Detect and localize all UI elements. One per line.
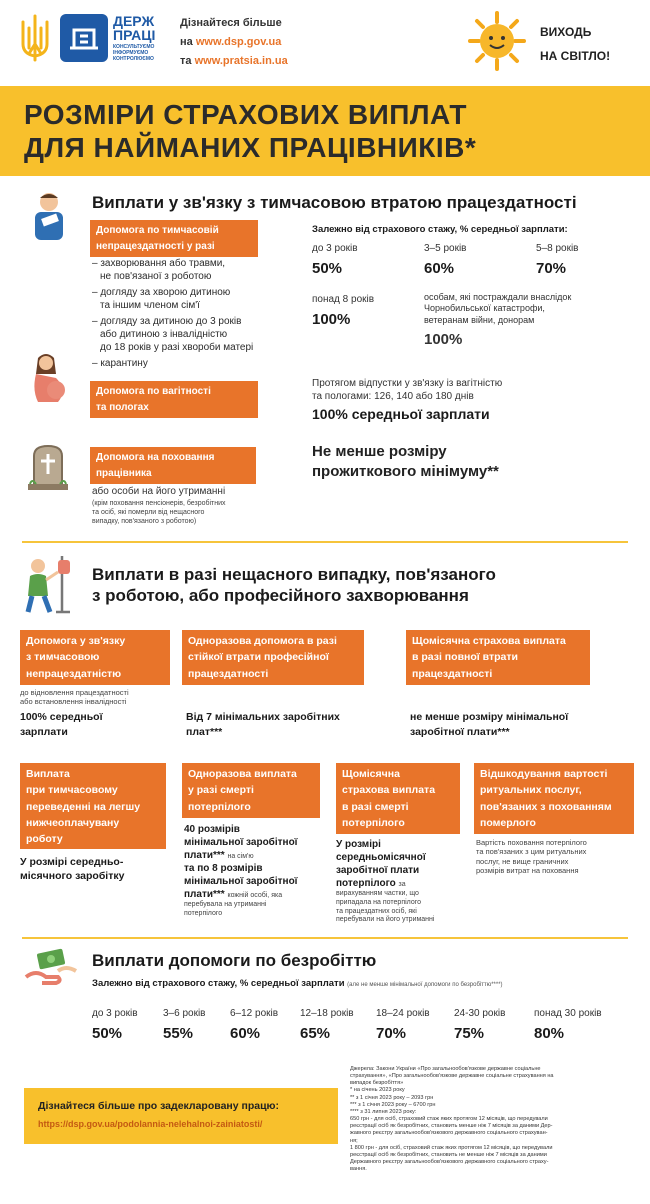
death-lump-value: 40 розмірів мінімальної заробітної плати*** на сім'ю та по 8 розмірів мінімальної заробітної плати*** кожній особі, яка перебувала на утриманні потерпілого <box>184 824 298 917</box>
sick-leave-box: Допомога по тимчасовій непрацездатності у разі <box>90 220 258 257</box>
page-title: РОЗМІРИ СТРАХОВИХ ВИПЛАТ ДЛЯ НАЙМАНИХ ПРАЦІВНИКІВ* <box>24 99 477 163</box>
section2-title: Виплати в разі нещасного випадку, пов'язаного з роботою, або професійного захворювання <box>92 565 496 606</box>
tier-3: 5–8 років 70% <box>536 243 579 277</box>
section1-title: Виплати у зв'язку з тимчасовою втратою працездатності <box>92 193 577 212</box>
u-tier-5: 18–24 років 70% <box>376 1008 430 1042</box>
tier-1: до 3 років 50% <box>312 243 358 277</box>
funeral-services-note: Вартість поховання потерпілого та пов'язаних з цим ритуальних послуг, не вище граничних розмірів витрат на поховання <box>476 838 587 876</box>
maternity-value: 100% середньої зарплати <box>312 406 490 422</box>
footer-cta: Дізнайтеся більше про задекларовану працю: <box>38 1100 280 1112</box>
funeral-who: або особи на його утриманні <box>92 486 226 497</box>
full-disability-value: не менше розміру мінімальної заробітної плати*** <box>410 711 569 738</box>
u-tier-2: 3–6 років 55% <box>163 1008 206 1042</box>
pregnant-woman-icon <box>28 352 68 404</box>
light-work-box: Виплата при тимчасовому переведенні на легшу нижчеоплачувану роботу <box>20 763 166 849</box>
ukraine-trident-icon <box>18 14 52 64</box>
sun-mascot-icon <box>462 10 532 72</box>
death-monthly-value: У розмірі середньомісячної заробітної плати потерпілого за вирахуванням частки, що припадала на потерпілого та працездатних осіб, які перебували на його утриманні <box>336 839 435 924</box>
footer-link[interactable]: https://dsp.gov.ua/podolannia-nelehalnoi-zainiatosti/ <box>38 1119 263 1129</box>
tombstone-icon <box>24 442 72 492</box>
funeral-value: Не менше розміру прожиткового мінімуму** <box>312 443 499 480</box>
chornobyl-tier: особам, які постраждали внаслідок Чорнобильської катастрофи, ветеранам війни, донорам 100% <box>424 292 572 348</box>
title-band <box>0 86 650 176</box>
tenure-dependency-title: Залежно від страхового стажу, % середньої зарплати: <box>312 224 568 235</box>
worker-cast-icon <box>26 190 72 242</box>
section3-title: Виплати допомоги по безробіттю <box>92 951 377 970</box>
slogan: ВИХОДЬ НА СВІТЛО! <box>540 25 611 63</box>
funeral-services-box: Відшкодування вартості ритуальних послуг, пов'язаних з похованням померлого <box>474 763 634 834</box>
tier-4: понад 8 років 100% <box>312 294 375 328</box>
unemployment-dependency: Залежно від страхового стажу, % середньої зарплати (але не менше мінімальної допомоги по безробіттю****) <box>92 978 503 989</box>
injured-worker-icon <box>22 552 76 614</box>
footer-sources: Джерела: Закони України «Про загальнообов'язкове державне соціальне страхування», «Про загальнообов'язкове державне соціальне страхування на випадок безробіття» * на січень 2023 року ** з 1 січня 2023 року – 2093 грн *** з 1 січня 2023 року – 6700 грн **** з 31 липня 2023 року: 650 грн - для осіб, страховий стаж яких протягом 12 місяців, що передували реєстрації осіб як безробітних, становить менше ніж 7 місяців за даними Дер- жавного реєстру загальнообов'язкового державного соціального страхуван- ня; 1 800 грн - для осіб, страховий стаж яких протягом 12 місяців, що передували реєстрації осіб як безробітних, становить не менше ніж 7 місяців за даними Державного реєстру загальнообов'язкового державного соціального страху- вання. <box>350 1066 554 1173</box>
u-tier-1: до 3 років 50% <box>92 1008 138 1042</box>
money-hands-icon <box>22 947 80 991</box>
death-monthly-box: Щомісячна страхова виплата в разі смерті потерпілого <box>336 763 460 834</box>
maternity-text: Протягом відпустки у зв'язку із вагітністю та пологами: 126, 140 або 180 днів <box>312 378 503 402</box>
tier-2: 3–5 років 60% <box>424 243 467 277</box>
divider-1 <box>22 541 628 543</box>
funeral-box: Допомога на поховання працівника <box>90 447 256 484</box>
disability-lump-value: Від 7 мінімальних заробітних плат*** <box>186 711 340 738</box>
death-lump-box: Одноразова виплата у разі смерті потерпілого <box>182 763 320 818</box>
header-links: Дізнайтеся більше на www.dsp.gov.ua та www.pratsia.in.ua <box>180 17 288 67</box>
logo-text: ДЕРЖ ПРАЦІ КОНСУЛЬТУЄМО ІНФОРМУЄМО КОНТРОЛЮЄМО <box>113 13 156 62</box>
site-link-dsp[interactable]: www.dsp.gov.ua <box>195 36 282 48</box>
full-disability-box: Щомісячна страхова виплата в разі повної втрати працездатності <box>406 630 590 685</box>
dsp-logo-icon <box>60 14 108 62</box>
injury-sick-box: Допомога у зв'язку з тимчасовою непрацездатністю <box>20 630 170 685</box>
footer-cta-band <box>24 1088 338 1144</box>
light-work-value: У розмірі середньо- місячного заробітку <box>20 856 125 883</box>
divider-2 <box>22 937 628 939</box>
u-tier-3: 6–12 років 60% <box>230 1008 279 1042</box>
sick-leave-cases: – захворювання або травми, не пов'язаної з роботою – догляду за хворою дитиною та іншим членом сім'ї – догляду за дитиною до 3 років або дитиною з інвалідністю до 18 років у разі хвороби матері – карантину <box>92 258 254 369</box>
u-tier-4: 12–18 років 65% <box>300 1008 354 1042</box>
disability-lump-box: Одноразова допомога в разі стійкої втрати професійної працездатності <box>182 630 364 685</box>
maternity-box: Допомога по вагітності та пологах <box>90 381 258 418</box>
funeral-note: (крім поховання пенсіонерів, безробітних та осіб, які померли від нещасного випадку, пов'язаного з роботою) <box>92 500 226 525</box>
u-tier-7: понад 30 років 80% <box>534 1008 602 1042</box>
site-link-pratsia[interactable]: www.pratsia.in.ua <box>194 55 288 67</box>
u-tier-6: 24-30 років 75% <box>454 1008 506 1042</box>
injury-sick-value: 100% середньої зарплати <box>20 711 103 738</box>
injury-sick-note: до відновлення працездатності або встановлення інвалідності <box>20 688 129 707</box>
